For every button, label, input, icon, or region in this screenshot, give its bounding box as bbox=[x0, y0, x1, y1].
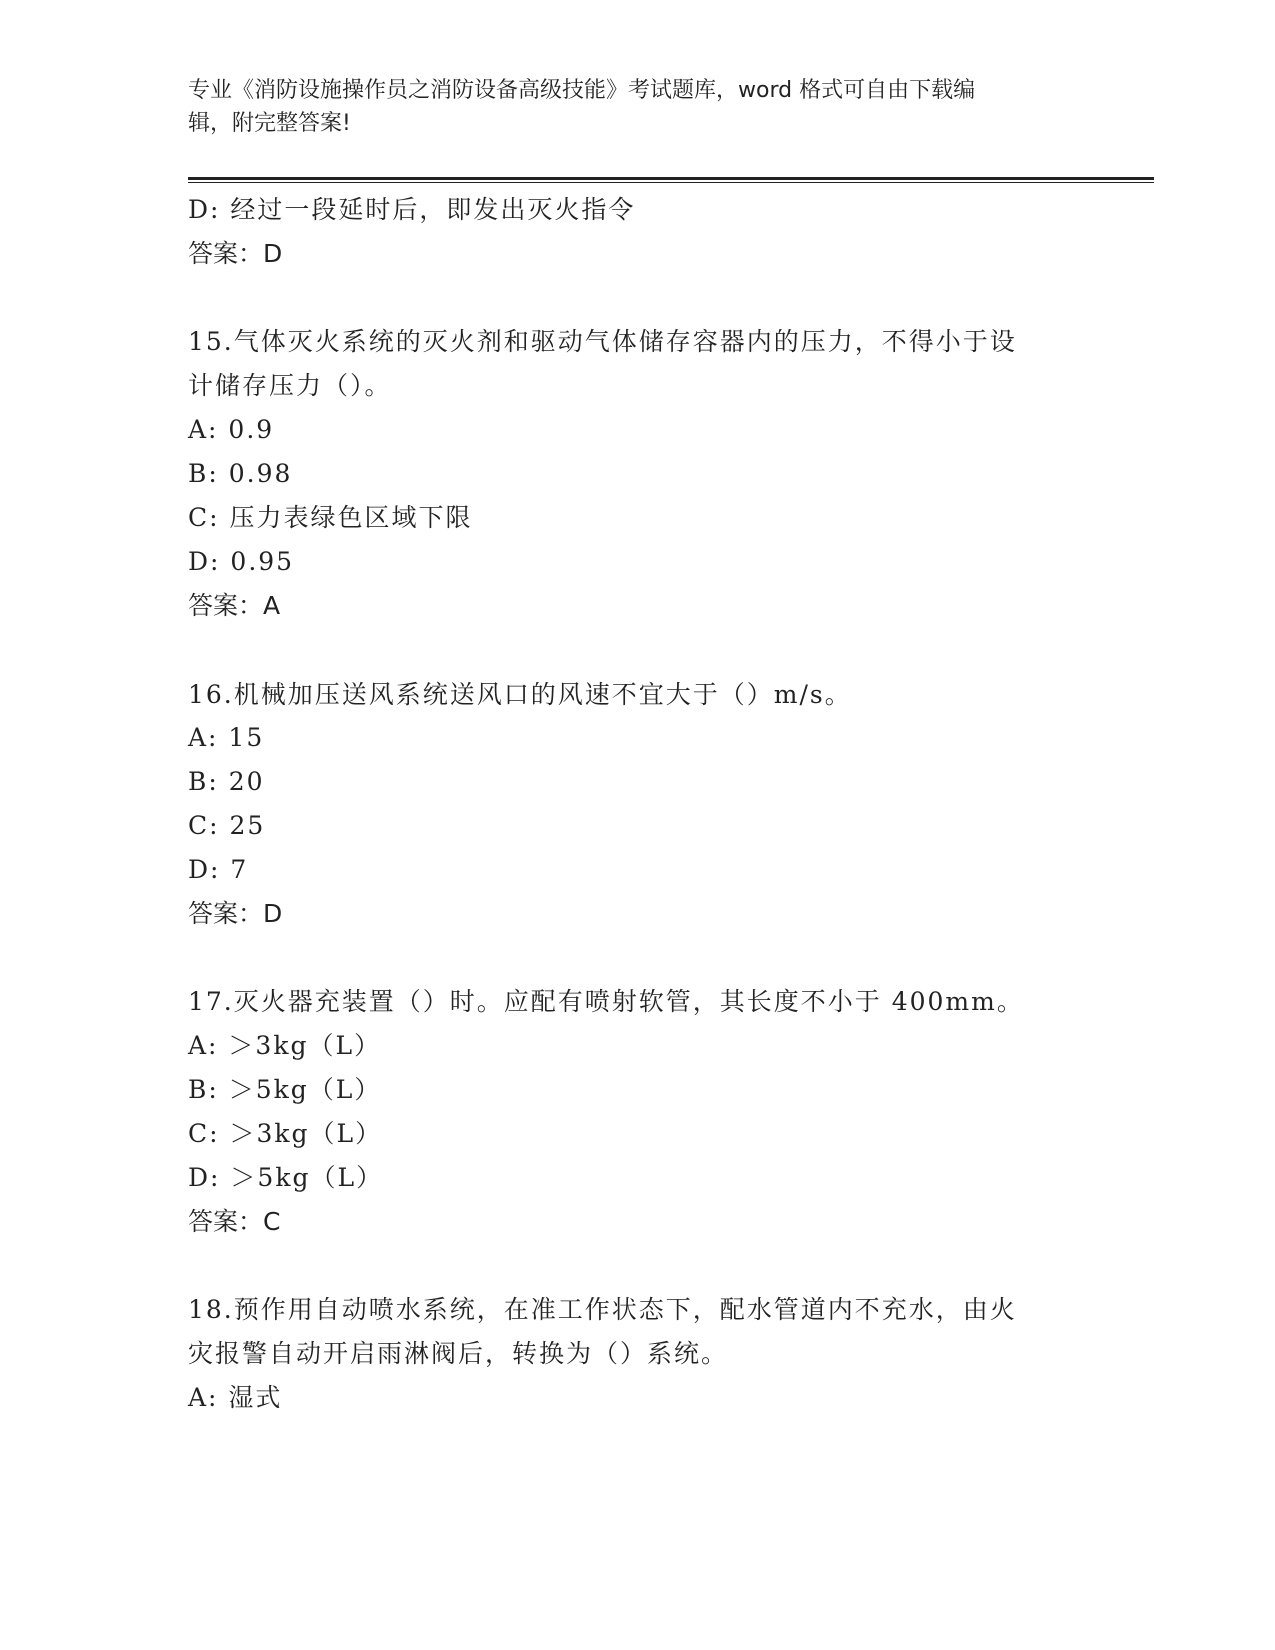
q16-option-c: C: 25 bbox=[188, 811, 266, 840]
q15-option-c: C: 压力表绿色区域下限 bbox=[188, 503, 473, 532]
q17-option-a: A: ＞3kg（L） bbox=[188, 1031, 382, 1060]
q15-option-b: B: 0.98 bbox=[188, 459, 293, 488]
q14-option-d: D: 经过一段延时后，即发出灭火指令 bbox=[188, 195, 636, 224]
q15-answer: 答案：A bbox=[188, 591, 281, 620]
q17-option-c: C: ＞3kg（L） bbox=[188, 1119, 383, 1148]
header-line-1: 专业《消防设施操作员之消防设备高级技能》考试题库，word 格式可自由下载编 bbox=[188, 78, 976, 103]
q15-option-a: A: 0.9 bbox=[188, 415, 275, 444]
q18-stem-line-1: 18.预作用自动喷水系统，在准工作状态下，配水管道内不充水，由火 bbox=[188, 1295, 1017, 1324]
q18-stem-line-2: 灾报警自动开启雨淋阀后，转换为（）系统。 bbox=[188, 1339, 729, 1368]
q15-stem-line-1: 15.气体灭火系统的灭火剂和驱动气体储存容器内的压力，不得小于设 bbox=[188, 327, 1017, 356]
q16-option-a: A: 15 bbox=[188, 723, 265, 752]
header-rule-thick bbox=[188, 177, 1154, 180]
header-rule-thin bbox=[188, 182, 1154, 183]
q17-answer: 答案：C bbox=[188, 1207, 281, 1236]
q16-stem: 16.机械加压送风系统送风口的风速不宜大于（）m/s。 bbox=[188, 680, 852, 709]
q17-stem: 17.灭火器充装置（）时。应配有喷射软管，其长度不小于 400mm。 bbox=[188, 987, 1024, 1016]
q17-option-d: D: ＞5kg（L） bbox=[188, 1163, 384, 1192]
q14-answer: 答案：D bbox=[188, 239, 283, 268]
q16-option-b: B: 20 bbox=[188, 767, 265, 796]
q18-option-a: A: 湿式 bbox=[188, 1383, 283, 1412]
document-header bbox=[188, 74, 1088, 140]
q15-option-d: D: 0.95 bbox=[188, 547, 295, 576]
q16-option-d: D: 7 bbox=[188, 855, 249, 884]
q16-answer: 答案：D bbox=[188, 899, 283, 928]
q15-stem-line-2: 计储存压力（）。 bbox=[188, 371, 392, 400]
q17-option-b: B: ＞5kg（L） bbox=[188, 1075, 382, 1104]
header-line-2: 辑，附完整答案! bbox=[188, 111, 351, 136]
